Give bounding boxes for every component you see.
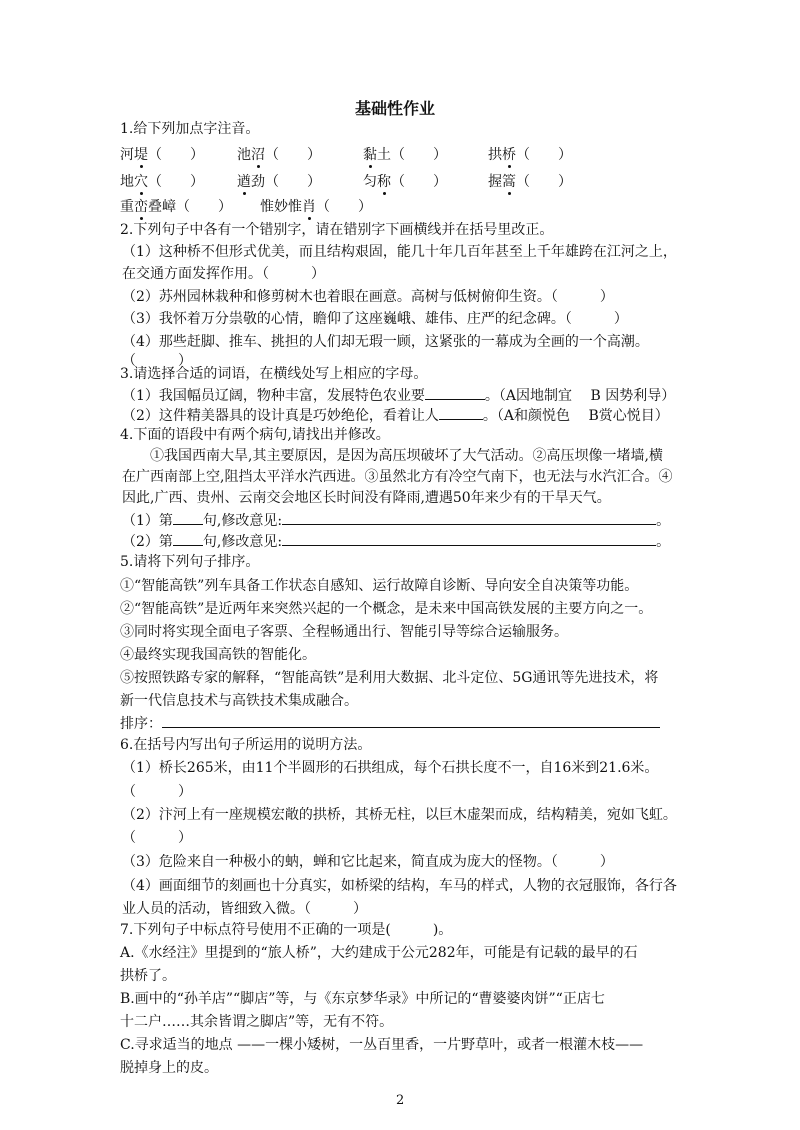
q5-sentence: ④最终实现我国高铁的智能化。 (120, 647, 316, 663)
q1-item: 地穴（ ） (120, 174, 204, 190)
q1-stem: 1.给下列加点字注音。 (120, 121, 260, 137)
q6-line: （1）桥长265米，由11个半圆形的石拱组成，每个石拱长度不一，自16米到21.6米。 (122, 760, 659, 776)
q1-item: 拱桥（ ） (488, 147, 572, 163)
q4-paragraph-line: ①我国西南大旱,其主要原因，是因为高压坝破坏了大气活动。②高压坝像一堵墙,横 (122, 448, 663, 464)
q7-option-line: A.《水经注》里提到的“旅人桥”，大约建成于公元282年，可能是有记载的最早的石 (120, 945, 638, 961)
q5-sentence: 新一代信息技术与高铁技术集成融合。 (120, 693, 358, 709)
q7-option-line: 拱桥了。 (120, 968, 176, 984)
q6-line: 业人员的活动，皆细致入微。（ ） (122, 901, 367, 917)
q7-stem: 7.下列句子中标点符号使用不正确的一项是( )。 (120, 922, 453, 938)
q2-line: 在交通方面发挥作用。（ ） (122, 266, 325, 282)
answer-blank[interactable] (162, 713, 660, 728)
q3-line: （1）我国幅员辽阔，物种丰富，发展特色农业要 。（A因地制宜 B 因势利导） (122, 385, 675, 405)
q6-stem: 6.在括号内写出句子所运用的说明方法。 (120, 737, 372, 753)
q7-option-line: 脱掉身上的皮。 (120, 1060, 218, 1076)
q4-answer-line: （1）第 句,修改意见: 。 (122, 510, 670, 530)
q2-line: （ ） (122, 353, 192, 369)
q2-line: （2）苏州园林栽种和修剪树木也着眼在画意。高树与低树俯仰生资。（ ） (122, 289, 614, 305)
q6-line: （2）汴河上有一座规模宏敞的拱桥，其桥无柱，以巨木虚架而成，结构精美，宛如飞虹。 (122, 807, 677, 823)
q1-item: 惟妙惟肖（ ） (260, 199, 372, 215)
answer-blank[interactable] (282, 510, 656, 525)
q6-line: （ ） (122, 830, 192, 846)
q5-sentence: ⑤按照铁路专家的解释，“智能高铁”是利用大数据、北斗定位、5G通讯等先进技术，将 (120, 670, 659, 686)
q5-sentence: ①“智能高铁”列车具备工作状态自感知、运行故障自诊断、导向安全自决策等功能。 (120, 578, 639, 594)
q1-item: 黏土（ ） (363, 147, 447, 163)
q1-item: 遒劲（ ） (237, 174, 321, 190)
q2-stem: 2.下列句子中各有一个错别字，请在错别字下画横线并在括号里改正。 (120, 222, 554, 238)
answer-blank[interactable] (282, 531, 656, 546)
q5-sentence: ②“智能高铁”是近两年来突然兴起的一个概念，是未来中国高铁发展的主要方向之一。 (120, 601, 653, 617)
q7-option-line: C.寻求适当的地点 ——一棵小矮树，一丛百里香，一片野草叶，或者一根灌木枝—— (120, 1037, 644, 1053)
q1-item: 重峦叠嶂（ ） (120, 199, 232, 215)
q4-paragraph-line: 在广西南部上空,阻挡太平洋水汽西进。③虽然北方有冷空气南下，也无法与水汽汇合。④ (122, 469, 673, 485)
page-title: 基础性作业 (355, 99, 436, 118)
q7-option-line: B.画中的“孙羊店”“脚店”等，与《东京梦华录》中所记的“曹婆婆肉饼”“正店七 (120, 991, 605, 1007)
q7-option-line: 十二户……其余皆谓之脚店”等，无有不符。 (120, 1014, 394, 1030)
q6-line: （4）画面细节的刻画也十分真实，如桥梁的结构，车马的样式，人物的衣冠服饰，各行各 (122, 878, 677, 894)
q1-item: 河堤（ ） (120, 147, 204, 163)
q2-line: （4）那些赶脚、推车、挑担的人们却无瑕一顾，这紧张的一幕成为全画的一个高潮。 (122, 334, 649, 350)
q2-line: （3）我怀着万分祟敬的心情，瞻仰了这座巍峨、雄伟、庄严的纪念碑。（ ） (122, 311, 628, 327)
q1-item: 匀称（ ） (363, 174, 447, 190)
page-number: 2 (396, 1093, 405, 1108)
q2-line: （1）这种桥不但形式优美，而且结构艰固，能几十年几百年甚至上千年雄跨在江河之上， (122, 244, 677, 260)
q3-stem: 3.请选择合适的词语，在横线处写上相应的字母。 (120, 366, 428, 382)
q1-item: 握篙（ ） (488, 174, 572, 190)
q5-sentence: ③同时将实现全面电子客票、全程畅通出行、智能引导等综合运输服务。 (120, 624, 568, 640)
answer-blank[interactable] (425, 385, 485, 400)
q3-line: （2）这件精美器具的设计真是巧妙绝伦，看着让人 。（A和颜悦色 B赏心悦目） (122, 405, 669, 425)
answer-blank[interactable] (173, 510, 203, 525)
answer-blank[interactable] (173, 531, 203, 546)
q4-paragraph-line: 因此,广西、贵州、云南交会地区长时间没有降雨,遭遇50年来少有的干旱天气。 (122, 490, 611, 506)
q5-order-line: 排序： (120, 713, 660, 733)
q6-line: （3）危险来自一种极小的蚋，蝉和它比起来，简直成为庞大的怪物。（ ） (122, 854, 614, 870)
q6-line: （ ） (122, 784, 192, 800)
q4-answer-line: （2）第 句,修改意见: 。 (122, 531, 670, 551)
answer-blank[interactable] (439, 405, 483, 420)
q1-item: 池沼（ ） (237, 147, 321, 163)
q5-stem: 5.请将下列句子排序。 (120, 554, 260, 570)
q4-stem: 4.下面的语段中有两个病句,请找出并修改。 (120, 427, 390, 443)
